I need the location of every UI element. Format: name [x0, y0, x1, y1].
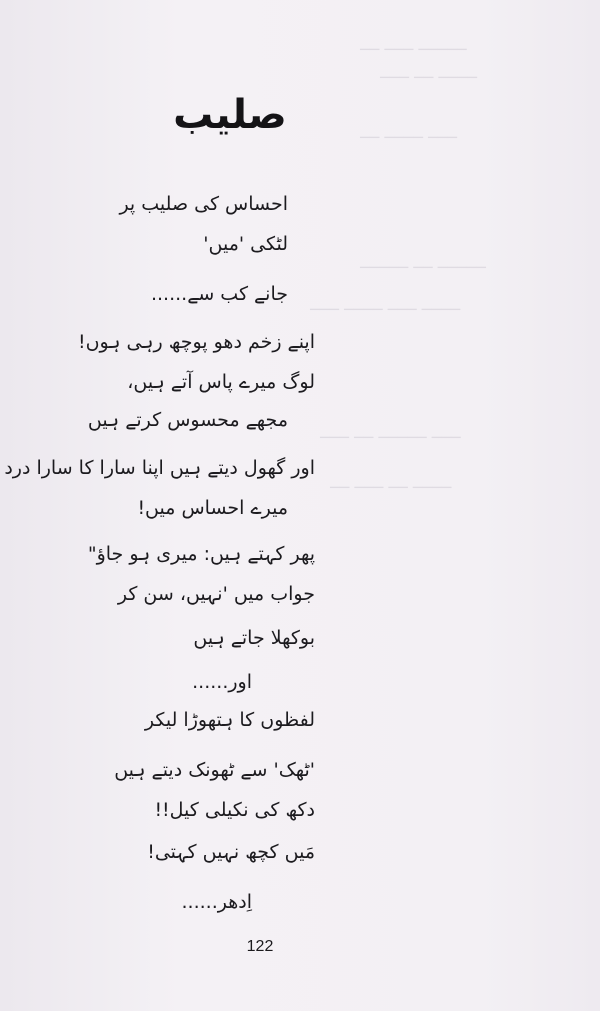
- poem-line: دکھ کی نکیلی کیل!!: [154, 799, 315, 821]
- poem-title: صلیب: [173, 92, 287, 138]
- bleed-through-text: ─── ──── ──: [360, 128, 457, 147]
- poem-line: اور......: [192, 671, 252, 693]
- poem-line: لوگ میرے پاس آتے ہیں،: [127, 371, 315, 393]
- bleed-through-text: ──── ─── ──── ───: [310, 300, 461, 319]
- poem-line: 'ٹھک' سے ٹھونک دیتے ہیں: [114, 759, 315, 781]
- poem-line: بوکھلا جاتے ہیں: [193, 627, 315, 649]
- poem-line: اور گھول دیتے ہیں اپنا سارا کا سارا درد: [4, 457, 315, 479]
- poem-line: مجھے محسوس کرتے ہیں: [87, 409, 288, 431]
- poem-line: جواب میں 'نہیں، سن کر: [117, 583, 315, 605]
- poem-line: اپنے زخم دھو پوچھ رہی ہوں!: [77, 331, 315, 353]
- bleed-through-text: ──── ── ─── ──: [330, 478, 452, 497]
- bleed-through-text: ─── ───── ── ───: [320, 428, 461, 447]
- poem-line: احساس کی صلیب پر: [119, 193, 288, 215]
- bleed-through-text: ───── ─── ──: [360, 40, 467, 59]
- bleed-through-text: ──── ── ───: [380, 68, 477, 87]
- page-number: 122: [246, 938, 274, 955]
- poem-line: لفظوں کا ہتھوڑا لیکر: [144, 709, 315, 731]
- poem-line: مَیں کچھ نہیں کہتی!: [147, 841, 315, 863]
- poem-line: جانے کب سے......: [150, 283, 288, 305]
- poem-line: اِدھر......: [181, 891, 252, 913]
- poem-line: لٹکی 'میں': [203, 233, 288, 255]
- bleed-through-text: ───── ── ─────: [360, 258, 486, 277]
- poem-line: پھر کہتے ہیں: میری ہو جاؤ": [87, 543, 315, 565]
- poem-line: میرے احساس میں!: [137, 497, 288, 519]
